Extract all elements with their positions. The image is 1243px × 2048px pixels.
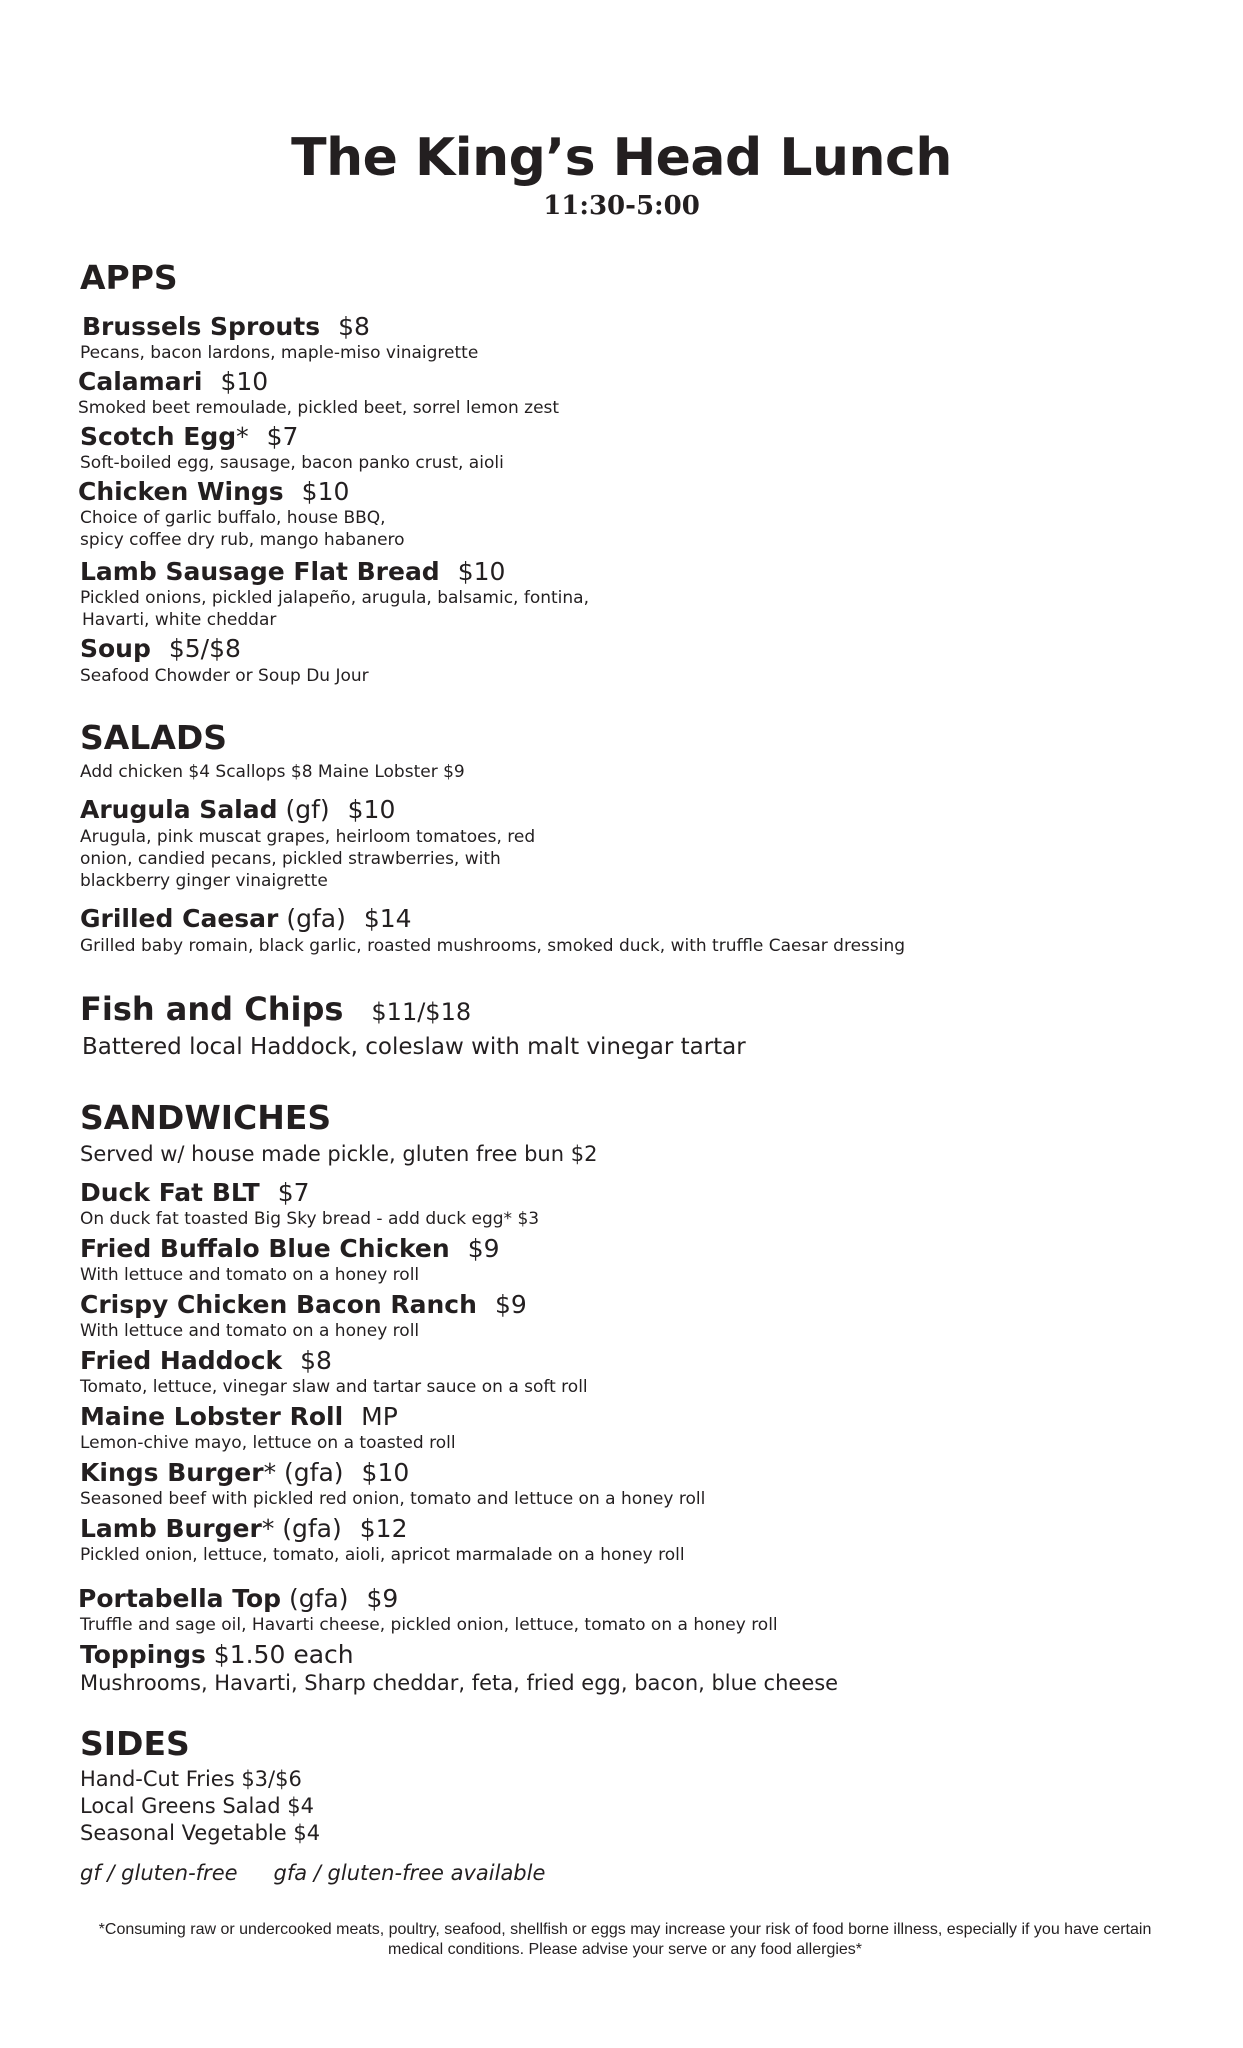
- item-name: Fried Haddock: [80, 1346, 283, 1375]
- item-price: $7: [266, 422, 299, 451]
- item-name: Grilled Caesar: [80, 904, 279, 933]
- item-description: Soft-boiled egg, sausage, bacon panko crust, aioli: [80, 453, 504, 473]
- item-price: $10: [347, 795, 396, 824]
- item-price: $12: [359, 1514, 408, 1543]
- item-description: Smoked beet remoulade, pickled beet, sorrel lemon zest: [78, 398, 560, 418]
- menu-item: [82, 312, 370, 342]
- item-description: On duck fat toasted Big Sky bread - add duck egg* $3: [80, 1209, 540, 1229]
- apps-heading: APPS: [80, 258, 178, 297]
- item-description: Pickled onion, lettuce, tomato, aioli, apricot marmalade on a honey roll: [80, 1545, 685, 1565]
- item-description: Grilled baby romain, black garlic, roasted mushrooms, smoked duck, with truffle Caesar dressing: [80, 936, 906, 956]
- menu-item: [80, 1234, 500, 1264]
- item-description: Pecans, bacon lardons, maple-miso vinaigrette: [80, 343, 479, 363]
- item-price: $10: [361, 1458, 410, 1487]
- item-name: Duck Fat BLT: [80, 1178, 260, 1207]
- item-description: Battered local Haddock, coleslaw with malt vinegar tartar: [82, 1034, 746, 1060]
- item-name: Toppings: [80, 1640, 206, 1669]
- item-name: Maine Lobster Roll: [80, 1402, 344, 1431]
- item-description: blackberry ginger vinaigrette: [80, 871, 328, 891]
- menu-item: [80, 634, 241, 664]
- item-name: Soup: [80, 634, 151, 663]
- menu-item: [78, 477, 349, 507]
- item-price: $10: [220, 367, 269, 396]
- item-name: Scotch Egg: [80, 422, 237, 451]
- item-name: Kings Burger: [80, 1458, 264, 1487]
- menu-item: [80, 1458, 409, 1488]
- item-price: $1.50 each: [213, 1640, 354, 1669]
- item-mark: (gf): [277, 795, 330, 824]
- item-price: $7: [277, 1178, 310, 1207]
- item-name: Calamari: [78, 367, 203, 396]
- item-price: $10: [457, 557, 506, 586]
- salad-addons: Add chicken $4 Scallops $8 Maine Lobster $9: [80, 762, 465, 782]
- sides-heading: SIDES: [80, 1724, 190, 1763]
- item-description: Seafood Chowder or Soup Du Jour: [80, 666, 369, 686]
- item-description: Truffle and sage oil, Havarti cheese, pickled onion, lettuce, tomato on a honey roll: [80, 1615, 778, 1635]
- dietary-legend: [80, 1860, 545, 1887]
- menu-item: [80, 422, 298, 452]
- menu-item: [80, 557, 505, 587]
- sandwiches-heading: SANDWICHES: [80, 1098, 332, 1137]
- menu-item: [78, 367, 268, 397]
- item-description: With lettuce and tomato on a honey roll: [80, 1321, 420, 1341]
- item-mark: (gfa): [278, 904, 346, 933]
- menu-item: [80, 904, 412, 934]
- item-price: $10: [301, 477, 350, 506]
- item-price: $14: [363, 904, 412, 933]
- item-name: Fried Buffalo Blue Chicken: [80, 1234, 450, 1263]
- toppings-item: [80, 1640, 354, 1670]
- item-description: Mushrooms, Havarti, Sharp cheddar, feta, fried egg, bacon, blue cheese: [80, 1671, 839, 1695]
- menu-item: [80, 795, 395, 825]
- item-price: $9: [467, 1234, 500, 1263]
- item-price: $8: [300, 1346, 332, 1375]
- item-price: $8: [338, 312, 370, 341]
- item-name: Crispy Chicken Bacon Ranch: [80, 1290, 477, 1319]
- side-item: Seasonal Vegetable $4: [80, 1821, 321, 1845]
- legend-gf: gf / gluten-free: [80, 1861, 238, 1885]
- item-price: $9: [366, 1584, 399, 1613]
- salads-heading: SALADS: [80, 718, 228, 757]
- item-mark: * (gfa): [261, 1514, 342, 1543]
- menu-item: [80, 1402, 398, 1432]
- menu-hours: 11:30-5:00: [543, 191, 700, 221]
- menu-title: The King’s Head Lunch: [291, 128, 952, 188]
- item-price: $11/$18: [371, 998, 472, 1026]
- legend-gfa: gfa / gluten-free available: [273, 1861, 546, 1885]
- item-description: spicy coffee dry rub, mango habanero: [80, 530, 405, 550]
- fish-and-chips-item: [80, 990, 471, 1031]
- item-price: $9: [494, 1290, 527, 1319]
- menu-item: [78, 1584, 398, 1614]
- sandwich-note: Served w/ house made pickle, gluten free bun $2: [80, 1142, 598, 1166]
- item-name: Fish and Chips: [80, 990, 344, 1028]
- item-description: Seasoned beef with pickled red onion, tomato and lettuce on a honey roll: [80, 1489, 706, 1509]
- item-mark: * (gfa): [263, 1458, 344, 1487]
- item-name: Chicken Wings: [78, 477, 284, 506]
- item-description: Pickled onions, pickled jalapeño, arugula, balsamic, fontina,: [80, 588, 589, 608]
- side-item: Local Greens Salad $4: [80, 1794, 314, 1818]
- item-name: Lamb Burger: [80, 1514, 262, 1543]
- item-name: Brussels Sprouts: [82, 312, 321, 341]
- item-description: Tomato, lettuce, vinegar slaw and tartar sauce on a soft roll: [80, 1377, 588, 1397]
- item-price: MP: [361, 1402, 398, 1431]
- menu-item: [80, 1290, 527, 1320]
- item-description: With lettuce and tomato on a honey roll: [80, 1265, 420, 1285]
- menu-item: [80, 1178, 310, 1208]
- item-name: Lamb Sausage Flat Bread: [80, 557, 440, 586]
- menu-item: [80, 1514, 407, 1544]
- item-mark: (gfa): [281, 1584, 349, 1613]
- side-item: Hand-Cut Fries $3/$6: [80, 1767, 302, 1791]
- item-name: Arugula Salad: [80, 795, 278, 824]
- item-description: Choice of garlic buffalo, house BBQ,: [80, 508, 386, 528]
- food-safety-disclaimer: *Consuming raw or undercooked meats, poultry, seafood, shellfish or eggs may increase your risk of food borne illness, especially if you have certain medical conditions. Please advise your serve or any food allergies*: [98, 1921, 1152, 1958]
- item-description: Lemon-chive mayo, lettuce on a toasted roll: [80, 1433, 456, 1453]
- item-description: Arugula, pink muscat grapes, heirloom tomatoes, red: [80, 827, 536, 847]
- item-description: onion, candied pecans, pickled strawberries, with: [80, 849, 501, 869]
- item-mark: *: [236, 422, 249, 451]
- item-price: $5/$8: [168, 634, 241, 663]
- item-name: Portabella Top: [78, 1584, 282, 1613]
- menu-item: [80, 1346, 332, 1376]
- item-description: Havarti, white cheddar: [82, 610, 277, 630]
